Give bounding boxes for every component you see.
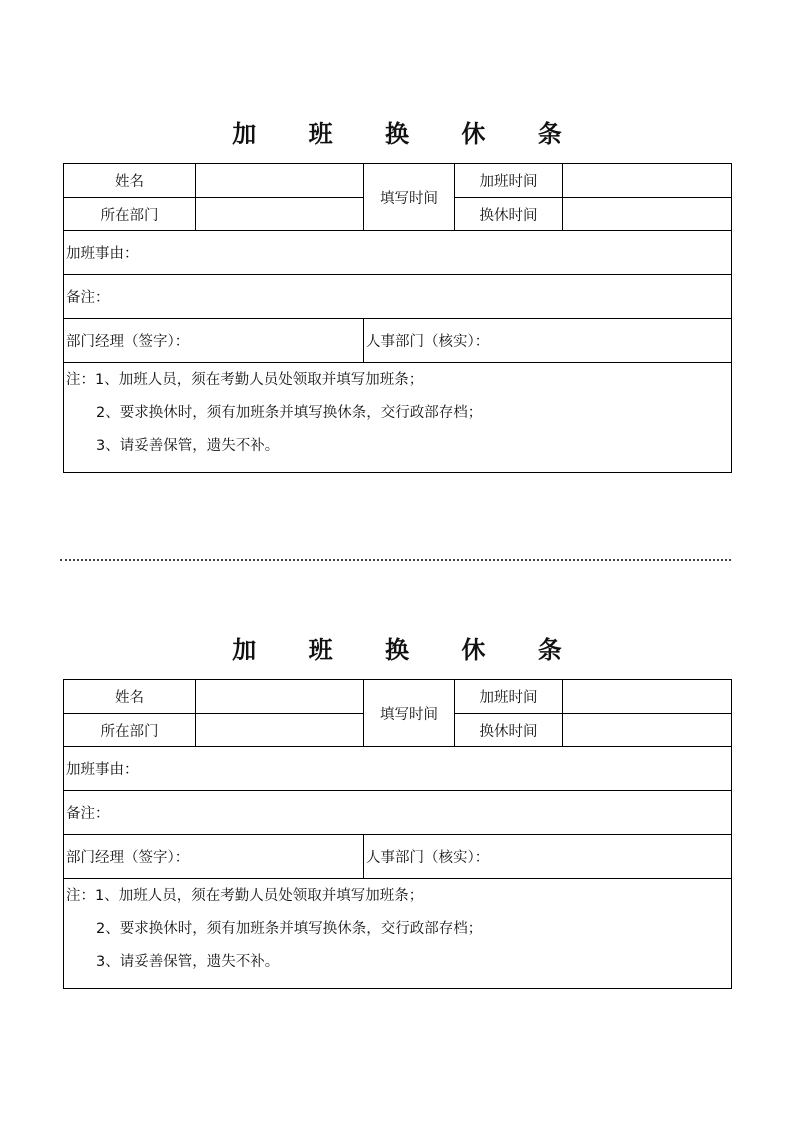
name-label: 姓名 [64, 164, 196, 198]
note-line: 2、要求换休时，须有加班条并填写换休条，交行政部存档； [96, 921, 483, 937]
hr-verify-field[interactable]: 人事部门（核实）： [364, 319, 732, 363]
cut-line-divider [60, 559, 731, 561]
overtime-time-label: 加班时间 [455, 680, 563, 714]
remark-field[interactable]: 备注： [64, 791, 732, 835]
fill-time-label: 填写时间 [364, 680, 455, 747]
dept-label: 所在部门 [64, 714, 196, 747]
hr-verify-field[interactable]: 人事部门（核实）： [364, 835, 732, 879]
form-table [63, 163, 732, 473]
name-field[interactable] [196, 680, 364, 714]
rest-time-label: 换休时间 [455, 198, 563, 231]
form-title: 加 班 换 休 条 [232, 120, 584, 148]
rest-time-field[interactable] [563, 714, 732, 747]
fill-time-label: 填写时间 [364, 164, 455, 231]
note-line: 3、请妥善保管，遗失不补。 [96, 438, 280, 454]
name-field[interactable] [196, 164, 364, 198]
note-line: 注：1、加班人员，须在考勤人员处领取并填写加班条； [66, 888, 424, 904]
overtime-time-label: 加班时间 [455, 164, 563, 198]
dept-field[interactable] [196, 714, 364, 747]
note-line: 注：1、加班人员，须在考勤人员处领取并填写加班条； [66, 372, 424, 388]
manager-sign-field[interactable]: 部门经理（签字）： [64, 835, 364, 879]
form-table [63, 679, 732, 989]
name-label: 姓名 [64, 680, 196, 714]
reason-field[interactable]: 加班事由： [64, 747, 732, 791]
rest-time-field[interactable] [563, 198, 732, 231]
note-line: 3、请妥善保管，遗失不补。 [96, 954, 280, 970]
form-title: 加 班 换 休 条 [232, 636, 584, 664]
dept-field[interactable] [196, 198, 364, 231]
notes-cell [64, 879, 732, 989]
notes-cell [64, 363, 732, 473]
reason-field[interactable]: 加班事由： [64, 231, 732, 275]
note-line: 2、要求换休时，须有加班条并填写换休条，交行政部存档； [96, 405, 483, 421]
rest-time-label: 换休时间 [455, 714, 563, 747]
dept-label: 所在部门 [64, 198, 196, 231]
remark-field[interactable]: 备注： [64, 275, 732, 319]
manager-sign-field[interactable]: 部门经理（签字）： [64, 319, 364, 363]
overtime-time-field[interactable] [563, 164, 732, 198]
overtime-time-field[interactable] [563, 680, 732, 714]
